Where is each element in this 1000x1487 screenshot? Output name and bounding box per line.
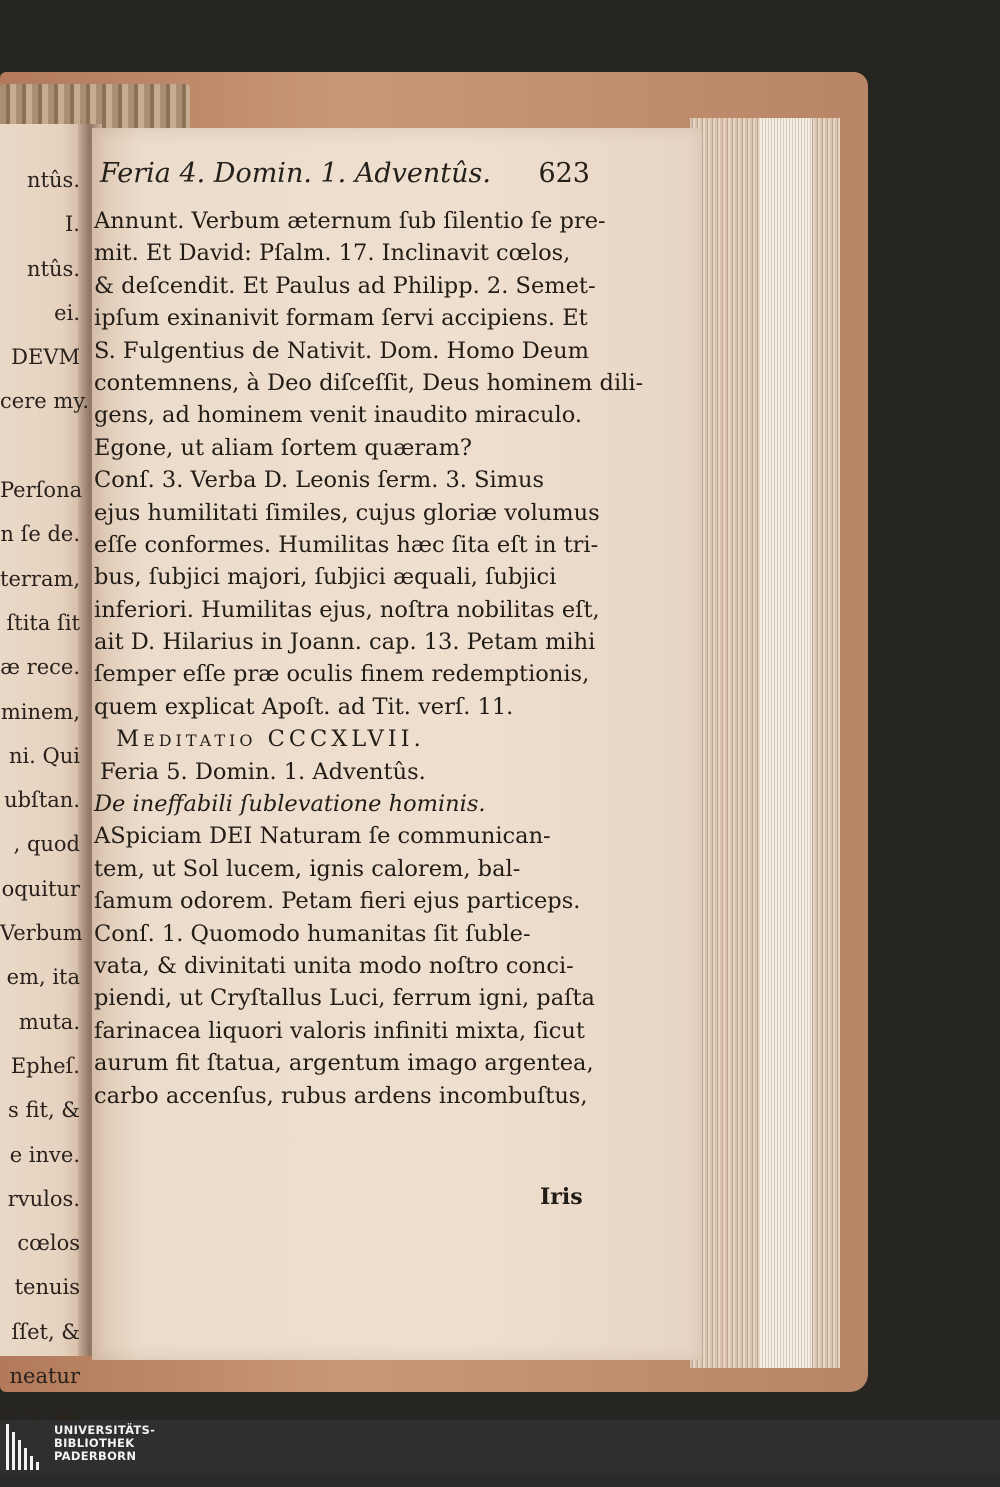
left-page-line: s fit, &	[8, 1098, 80, 1123]
page-number: 623	[538, 158, 590, 189]
left-page-line: ntûs.	[27, 256, 80, 281]
text-line: ait D. Hilarius in Joann. cap. 13. Petam mihi	[94, 629, 596, 656]
text-line: ipſum exinanivit formam ſervi accipiens. Et	[94, 305, 588, 332]
text-line: contemnens, à Deo diſceſſit, Deus hominem dili-	[94, 369, 644, 396]
text-line: eſſe conformes. Humilitas hæc ſita eſt in tri-	[94, 531, 599, 558]
left-page-line: em, ita	[6, 965, 80, 990]
text-block-1	[94, 205, 644, 723]
left-page-line: cere my.	[0, 389, 89, 414]
feria-heading: Feria 5. Domin. 1. Adventûs.	[100, 758, 426, 785]
text-line: & deſcendit. Et Paulus ad Philipp. 2. Semet-	[94, 272, 596, 299]
page-edges-light	[760, 118, 812, 1368]
subject-heading: De ineffabili ſublevatione hominis.	[94, 791, 486, 818]
meditation-heading: Meditatio CCCXLVII.	[116, 726, 425, 753]
running-head	[100, 158, 590, 204]
left-page-line: terram,	[0, 566, 81, 591]
text-line: S. Fulgentius de Nativit. Dom. Homo Deum	[94, 337, 589, 364]
left-page-line: rvulos.	[7, 1186, 80, 1211]
text-line: carbo accenſus, rubus ardens incombuſtus,	[94, 1082, 588, 1109]
text-line: bus, ſubjici majori, ſubjici æquali, ſubjici	[94, 564, 557, 591]
text-line: Egone, ut aliam ſortem quæram?	[94, 434, 472, 461]
left-page-line: I.	[65, 212, 80, 237]
left-page-line: Perſona	[0, 478, 83, 503]
text-line: ſemper eſſe præ oculis finem redemptionis,	[94, 661, 590, 688]
text-line: gens, ad hominem venit inaudito miraculo.	[94, 402, 583, 429]
left-page-line: ſſet, &	[11, 1319, 80, 1344]
left-page-line: ni. Qui	[8, 743, 80, 768]
left-page-line: ubſtan.	[4, 788, 80, 813]
left-page-line: n ſe de.	[0, 522, 80, 547]
left-page-line: , quod	[13, 832, 80, 857]
right-page-text	[94, 205, 644, 1112]
text-line: Annunt. Verbum æternum ſub ſilentio ſe pre-	[94, 208, 606, 234]
left-page-line: ntûs.	[27, 168, 80, 192]
running-head-title: Feria 4. Domin. 1. Adventûs.	[100, 158, 491, 189]
text-block-2	[94, 820, 594, 1112]
text-line: mit. Et David: Pſalm. 17. Inclinavit cœlos,	[94, 240, 571, 267]
text-line: quem explicat Apoſt. ad Tit. verſ. 11.	[94, 693, 514, 720]
text-line: inferiori. Humilitas ejus, noſtra nobilitas eſt,	[94, 596, 600, 623]
left-page-line: Epheſ.	[10, 1053, 80, 1078]
left-page-line: ei.	[54, 300, 80, 325]
text-line: Conſ. 3. Verba D. Leonis ſerm. 3. Simus	[94, 467, 545, 494]
text-line: vata, & divinitati unita modo noſtro conci-	[94, 952, 574, 979]
text-line: ASpiciam DEI Naturam ſe communican-	[94, 823, 551, 850]
logo-line-3: PADERBORN	[54, 1449, 137, 1463]
left-page-line: ſtita ſit	[6, 610, 80, 635]
text-line: Conſ. 1. Quomodo humanitas ſit ſuble-	[94, 920, 531, 947]
left-page-line: æ rece.	[0, 655, 80, 680]
catchword: Iris	[540, 1184, 583, 1210]
text-line: farinacea liquori valoris infiniti mixta, ſicut	[94, 1017, 585, 1044]
left-page-line: Verbum	[0, 921, 83, 946]
text-line: aurum fit ſtatua, argentum imago argentea,	[94, 1050, 594, 1077]
left-page-line: DEVM	[11, 345, 80, 370]
left-page-line: muta.	[18, 1009, 80, 1034]
text-line: piendi, ut Cryſtallus Luci, ferrum igni, paſta	[94, 985, 595, 1012]
left-page-line: minem,	[0, 699, 80, 724]
library-logo-icon	[6, 1424, 44, 1470]
left-page-line: cœlos	[17, 1231, 80, 1256]
text-line: ejus humilitati ſimiles, cujus gloriæ volumus	[94, 499, 600, 526]
left-page-line: e inve.	[9, 1142, 80, 1167]
left-page-text	[0, 158, 89, 1487]
left-page-line: oquitur	[1, 876, 80, 901]
left-page-line	[0, 424, 86, 468]
left-page-line: tenuis	[14, 1275, 80, 1300]
text-line: ſamum odorem. Petam fieri ejus particeps.	[94, 888, 581, 915]
text-line: tem, ut Sol lucem, ignis calorem, bal-	[94, 855, 521, 882]
library-logo-text	[54, 1424, 155, 1463]
logo-line-1: UNIVERSITÄTS-	[54, 1423, 156, 1437]
logo-line-2: BIBLIOTHEK	[54, 1436, 135, 1450]
left-page-line: neatur	[9, 1364, 80, 1389]
